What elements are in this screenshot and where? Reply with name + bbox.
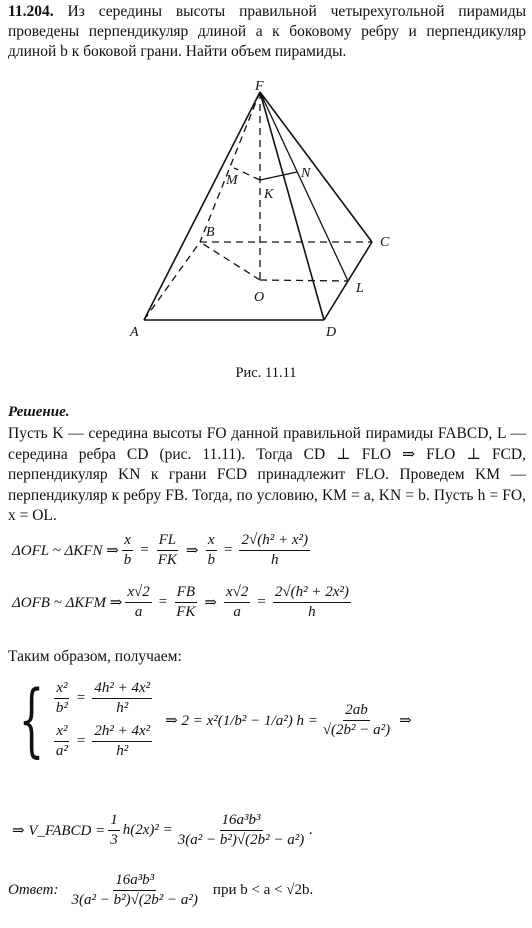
edge-FC xyxy=(260,92,372,242)
f1-sim: ΔOFL ~ ΔKFN ⇒ xyxy=(12,543,119,559)
edge-AB xyxy=(144,242,200,320)
label-O: O xyxy=(254,290,265,305)
f2-sim: ΔOFB ~ ΔKFM ⇒ xyxy=(12,595,123,611)
f2-frac-d: $\frac{\text{2√(h² + 2x²)}}{h}$ xyxy=(274,584,349,620)
problem-text: Из середины высоты правильной четырехугольной пирамиды проведены перпендикуляр длиной a к боковому ребру и перпендикуляр длиной b к боковой грани. Найти объем пирамиды. xyxy=(8,3,526,60)
f2-frac-c: $\frac{x√2}{a}$ xyxy=(225,584,249,620)
segment-OB xyxy=(200,242,260,280)
solution-text: Пусть K — середина высоты FO данной правильной пирамиды FABCD, L — середина ребра CD (рис. 11.11). Тогда CD ⊥ FLO ⇒ FLO ⊥ FCD, перпендикуляр KN к грани FCD принадлежит FLO. Проведем KM — перпендикуляр к ребру FB. Тогда, по условию, KM = a, KN = b. Пусть h = FO, x = OL. xyxy=(8,425,526,524)
label-D: D xyxy=(326,325,337,340)
system-row-2: $\frac{\text{x²}}{\text{a²}}$ = $\frac{\text{2h² + 4x²}}{\text{h²}}$ xyxy=(55,723,151,759)
problem-statement xyxy=(8,2,526,62)
f1-frac-a: $\frac{x}{b}$ xyxy=(123,532,132,568)
thus-text: Таким образом, получаем: xyxy=(8,648,182,665)
edge-FB xyxy=(200,92,260,242)
label-C: C xyxy=(380,235,390,250)
label-L: L xyxy=(356,281,364,296)
f2-frac-a: $\frac{x√2}{a}$ xyxy=(127,584,150,620)
answer-label: Ответ: xyxy=(8,882,59,898)
f1-frac-c: $\frac{x}{b}$ xyxy=(207,532,215,568)
system-result: $\frac{2ab}{\text{√(2b² − a²)}}$ xyxy=(322,701,391,738)
formula-similarity-2: ΔOFB ~ ΔKFM ⇒ $\frac{x√2}{a}$ = $\frac{FB}{FK}$ ⇒ $\frac{x√2}{a}$ = $\frac{\text{2√(h² + 2x²)}}{h}$ xyxy=(12,584,349,620)
problem-number: 11.204. xyxy=(8,3,54,20)
formula-similarity-1: ΔOFL ~ ΔKFN ⇒ $\frac{x}{b}$ = $\frac{FL}{FK}$ ⇒ $\frac{x}{b}$ = $\frac{\text{2√(h² + x²)}}{h}$ xyxy=(12,532,308,568)
label-F: F xyxy=(255,80,264,94)
pyramid-figure xyxy=(120,80,410,360)
label-M: M xyxy=(226,173,238,188)
f2-frac-b: $\frac{FB}{FK}$ xyxy=(176,584,196,620)
label-K: K xyxy=(264,187,274,202)
label-N: N xyxy=(301,166,311,181)
figure-caption: Рис. 11.11 xyxy=(235,365,297,381)
segment-KN xyxy=(260,172,297,180)
f1-frac-d: $\frac{\text{2√(h² + x²)}}{h}$ xyxy=(241,532,308,568)
answer xyxy=(8,872,313,909)
volume-formula: ⇒ V_FABCD = $\frac{1}{3}$ h(2x)² = $\frac{\text{16a³b³}}{\text{3(a² − b²)√(2b² − a²)}}$ . xyxy=(12,812,313,848)
system-brace: { xyxy=(18,673,45,766)
edge-FA xyxy=(144,92,260,320)
system-row-1: $\frac{\text{x²}}{\text{b²}}$ = $\frac{\text{4h² + 4x²}}{\text{h²}}$ xyxy=(55,680,151,716)
edge-FD xyxy=(260,92,324,320)
answer-condition: при b < a < √2b. xyxy=(212,882,314,898)
label-B: B xyxy=(206,225,215,240)
segment-KM xyxy=(234,168,260,180)
system-rows xyxy=(51,680,155,760)
solution-heading: Решение. xyxy=(8,404,70,420)
label-A: A xyxy=(130,325,139,340)
equation-system: { $\frac{\text{x²}}{\text{b²}}$ = $\frac{\text{4h² + 4x²}}{\text{h²}}$ $\frac{\text{x²}}{\text{a²}}$ = $\frac{\text{2h² + 4x²}}{\text{h²}}$ ⇒ 2 = x²(1/b² − 1/a²) h = $\frac{2ab}{\text{√(2b² − a²)}}$ ⇒ xyxy=(18,673,412,766)
answer-fraction: $\frac{\text{16a³b³}}{\text{3(a² − b²)√(2b² − a²)}}$ xyxy=(71,872,198,908)
segment-OL xyxy=(260,280,348,281)
f1-frac-b: $\frac{FL}{FK}$ xyxy=(157,532,177,568)
system-derivation: ⇒ 2 = x²(1/b² − 1/a²) h = xyxy=(165,712,318,729)
